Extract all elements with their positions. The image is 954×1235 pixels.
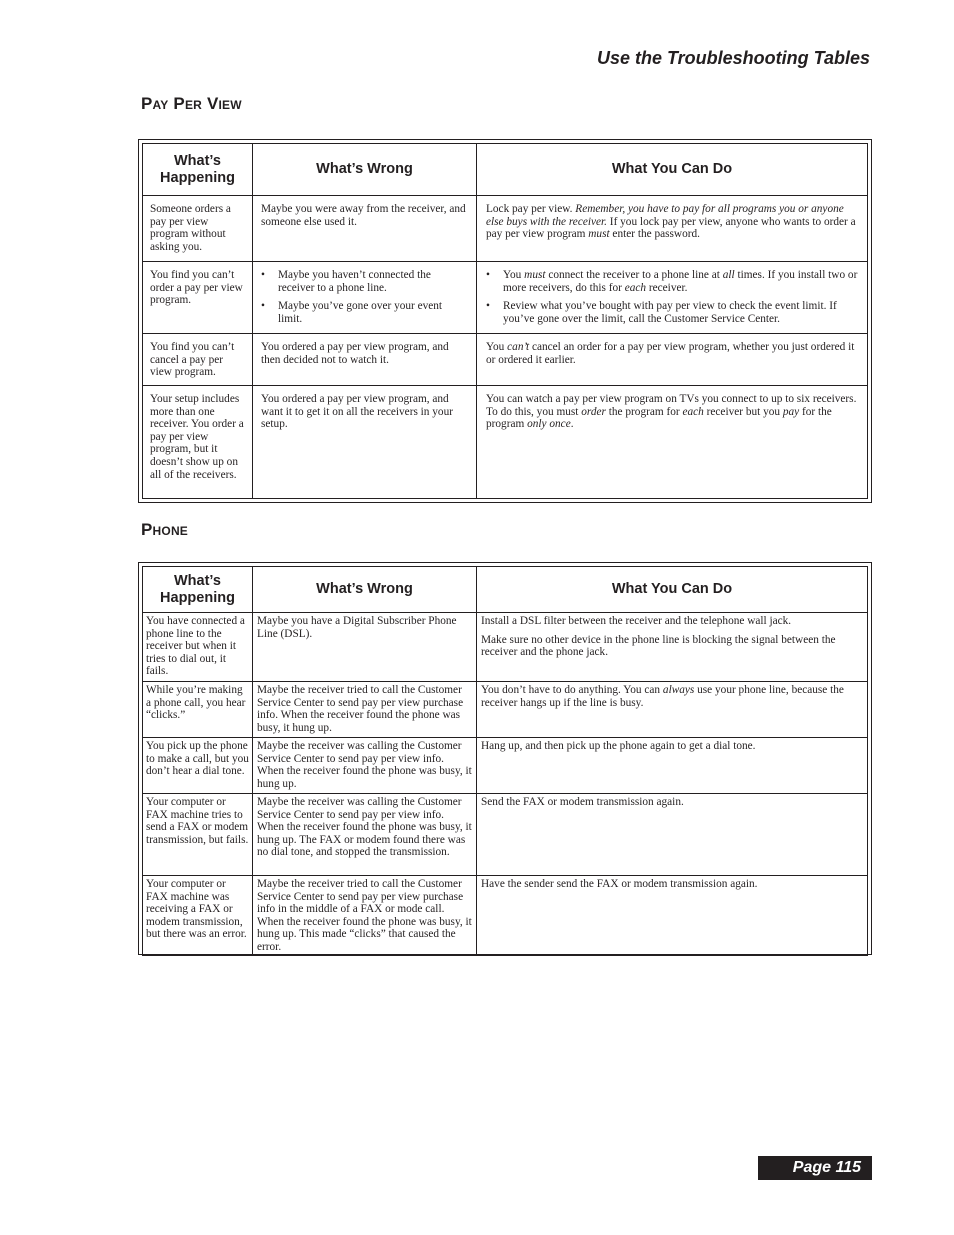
pay-per-view-table — [142, 143, 868, 499]
text-run: use your phone line, because the receiver hangs up if the line is busy. — [481, 684, 844, 709]
cell-wrong: Maybe you have a Digital Subscriber Phone Line (DSL). — [253, 613, 477, 682]
section-heading-phone: Phone — [141, 520, 189, 539]
text-run: connect the receiver to a phone line at — [545, 269, 723, 281]
paragraph: Make sure no other device in the phone line is blocking the signal between the receiver and the phone jack. — [481, 633, 836, 659]
col-header-happening: What’s Happening — [143, 567, 253, 613]
table-row — [143, 386, 868, 499]
text-run: for the program — [486, 405, 832, 431]
cell-happening: Your setup includes more than one receiver. You order a pay per view program, but it doesn’t show up on all of the receivers. — [143, 386, 253, 499]
cell-wrong: You ordered a pay per view program, and then decided not to watch it. — [253, 334, 477, 386]
bullet-list — [486, 269, 860, 325]
cell-todo — [477, 334, 868, 386]
cell-happening: Someone orders a pay per view program without asking you. — [143, 196, 253, 262]
cell-happening: Your computer or FAX machine tries to send a FAX or modem transmission, but fails. — [143, 794, 253, 876]
cell-happening: You find you can’t order a pay per view program. — [143, 262, 253, 334]
cell-todo: Hang up, and then pick up the phone again to get a dial tone. — [477, 738, 868, 794]
table-header-row — [143, 144, 868, 196]
cell-happening: You pick up the phone to make a call, but you don’t hear a dial tone. — [143, 738, 253, 794]
phone-table-frame — [138, 562, 872, 955]
cell-wrong: Maybe the receiver was calling the Customer Service Center to send pay per view info. When the receiver found the phone was busy, it hung up. The FAX or modem found there was no dial tone, and stopped the transmission. — [253, 794, 477, 876]
table-row — [143, 196, 868, 262]
list-item: • Review what you’ve bought with pay per view to check the event limit. If you’ve gone over the limit, call the Customer Service Center. — [486, 300, 860, 325]
pay-per-view-table-frame — [138, 139, 872, 503]
emphasis-text: always — [662, 684, 695, 696]
cell-wrong: Maybe the receiver was calling the Customer Service Center to send pay per view info. When the receiver found the phone was busy, it hung up. — [253, 738, 477, 794]
col-header-todo: What You Can Do — [477, 144, 868, 196]
cell-wrong: You ordered a pay per view program, and want it to get it on all the receivers in your setup. — [253, 386, 477, 499]
running-header: Use the Troubleshooting Tables — [596, 48, 870, 68]
cell-wrong: Maybe the receiver tried to call the Customer Service Center to send pay per view purchase info in the middle of a FAX or mode call. When the receiver found the phone was busy, it hung up. This made “clicks” that caused the error. — [253, 876, 477, 956]
cell-happening: You find you can’t cancel a pay per view program. — [143, 334, 253, 386]
text-run: You — [486, 341, 508, 353]
cell-todo — [477, 613, 868, 682]
list-item: • Maybe you’ve gone over your event limit. — [261, 300, 469, 325]
text-run: You don’t have to do anything. You can — [481, 684, 663, 696]
page-number-tab: Page 115 — [758, 1156, 872, 1180]
emphasis-text: pay — [782, 405, 800, 418]
cell-wrong: Maybe you were away from the receiver, and someone else used it. — [253, 196, 477, 262]
table-row — [143, 738, 868, 794]
cell-happening: You have connected a phone line to the receiver but when it tries to dial out, it fails. — [143, 613, 253, 682]
phone-table — [142, 566, 868, 956]
table-row — [143, 794, 868, 876]
list-item: • Maybe you haven’t connected the receiver to a phone line. — [261, 269, 469, 294]
table-row — [143, 334, 868, 386]
emphasis-text: each — [624, 281, 647, 294]
cell-todo — [477, 386, 868, 499]
table-row — [143, 682, 868, 738]
text-run: cancel an order for a pay per view program, whether you just ordered it or ordered it earlier. — [486, 341, 855, 366]
col-header-todo: What You Can Do — [477, 567, 868, 613]
bullet-list — [261, 269, 469, 325]
table-row — [143, 613, 868, 682]
text-run: If you lock pay per view, anyone who wants to order a pay per view program — [486, 215, 856, 241]
cell-todo — [477, 682, 868, 738]
cell-todo — [477, 262, 868, 334]
table-row — [143, 262, 868, 334]
text-run: receiver but you — [703, 405, 783, 418]
emphasis-text: all — [722, 269, 735, 281]
cell-wrong: Maybe the receiver tried to call the Customer Service Center to send pay per view purchase info. When the receiver found the phone was busy, it hung up. — [253, 682, 477, 738]
emphasis-text: order — [581, 405, 606, 418]
col-header-wrong: What’s Wrong — [253, 144, 477, 196]
cell-happening: While you’re making a phone call, you hear “clicks.” — [143, 682, 253, 738]
text-run: receiver. — [646, 281, 688, 294]
table-header-row — [143, 567, 868, 613]
table-row — [143, 876, 868, 956]
text-run: Lock pay per view. — [486, 203, 576, 215]
section-heading-pay-per-view: Pay Per View — [141, 94, 242, 113]
cell-wrong — [253, 262, 477, 334]
text-run: times. If you install two or more receivers, do this for — [503, 269, 858, 294]
col-header-happening: What’s Happening — [143, 144, 253, 196]
emphasis-text: Remember, you have to pay for all programs you or anyone else buys with the receiver. — [486, 203, 844, 228]
emphasis-text: only once — [527, 418, 571, 431]
cell-todo: Send the FAX or modem transmission again. — [477, 794, 868, 876]
text-run: You — [503, 269, 525, 281]
col-header-wrong: What’s Wrong — [253, 567, 477, 613]
text-run: You can watch a pay per view program on TVs you connect to up to six receivers. To do this, you must — [486, 393, 857, 418]
text-run: . — [570, 418, 574, 431]
emphasis-text: must — [524, 269, 546, 281]
emphasis-text: can’t — [507, 341, 530, 353]
text-run: the program for — [605, 405, 683, 418]
list-item — [486, 269, 860, 294]
cell-todo — [477, 196, 868, 262]
emphasis-text: each — [682, 405, 704, 418]
cell-todo: Have the sender send the FAX or modem transmission again. — [477, 876, 868, 956]
emphasis-text: must — [588, 228, 610, 241]
cell-happening: Your computer or FAX machine was receiving a FAX or modem transmission, but there was an error. — [143, 876, 253, 956]
text-run: enter the password. — [609, 228, 700, 241]
paragraph: Install a DSL filter between the receiver and the telephone wall jack. — [481, 615, 792, 627]
